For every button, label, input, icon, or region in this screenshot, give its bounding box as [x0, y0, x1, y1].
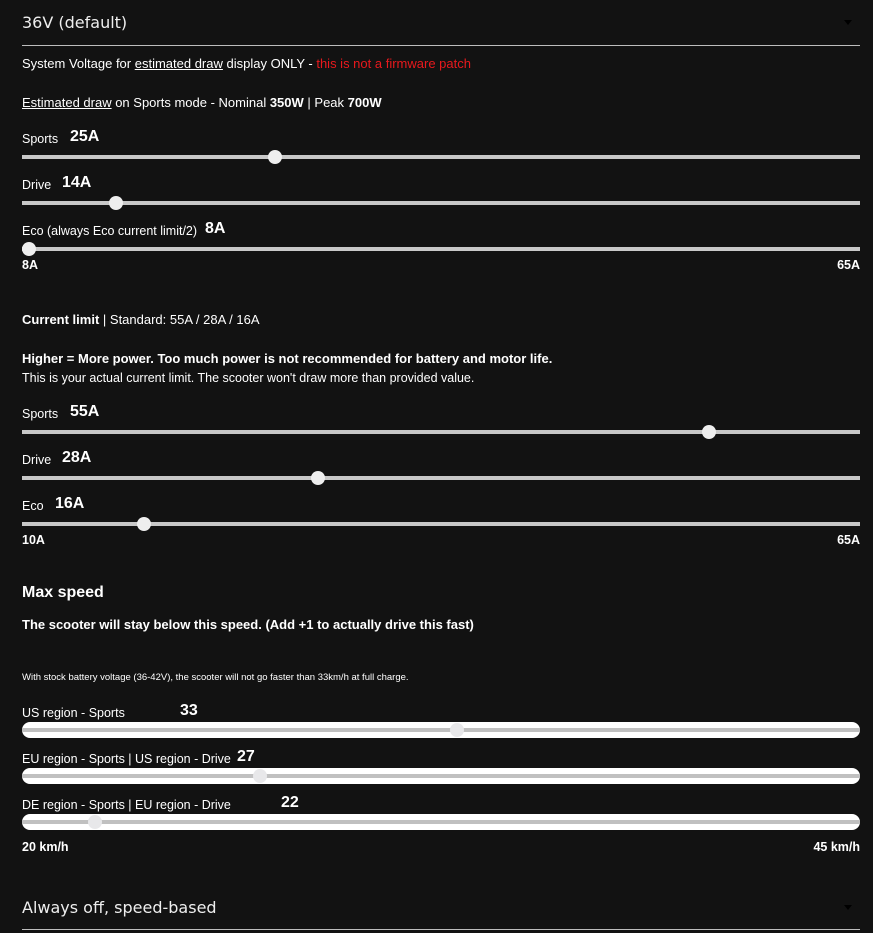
slider-value: 14A [62, 174, 92, 191]
slider-max-label: 65A [837, 533, 860, 547]
slider-thumb[interactable] [450, 723, 464, 737]
voltage-note [22, 56, 471, 71]
current-limit-title: Current limit [22, 312, 100, 327]
slider-thumb[interactable] [22, 242, 36, 256]
estimated-draw-text: on Sports mode - Nominal [111, 95, 270, 110]
estimated-draw-sep: | Peak [303, 95, 348, 110]
slider-max-label: 65A [837, 258, 860, 272]
slider-thumb[interactable] [88, 815, 102, 829]
slider-label: Eco [22, 499, 44, 513]
slider-value: 27 [237, 748, 255, 765]
mode-select-value: Always off, speed-based [22, 898, 217, 917]
slider-thumb[interactable] [311, 471, 325, 485]
slider-value: 16A [55, 495, 85, 512]
slider-value: 25A [70, 128, 100, 145]
chevron-down-icon[interactable] [844, 20, 852, 25]
slider-thumb[interactable] [253, 769, 267, 783]
current-limit-warning: Higher = More power. Too much power is not recommended for battery and motor life. [22, 351, 553, 366]
slider-track-line [22, 774, 860, 778]
estimated-draw-link[interactable]: estimated draw [134, 56, 223, 71]
slider-track[interactable] [22, 814, 860, 830]
slider-thumb[interactable] [268, 150, 282, 164]
slider-value: 28A [62, 449, 92, 466]
slider-label: Eco (always Eco current limit/2) [22, 224, 198, 238]
slider-label: Drive [22, 178, 52, 192]
peak-power: 700W [347, 95, 382, 110]
mode-select[interactable] [22, 885, 860, 930]
slider-min-label: 8A [22, 258, 38, 272]
slider-value: 55A [70, 403, 100, 420]
slider-track[interactable] [22, 768, 860, 784]
slider-value: 22 [281, 794, 299, 811]
max-speed-subtitle: The scooter will stay below this speed. (Add +1 to actually drive this fast) [22, 617, 474, 632]
slider-label: DE region - Sports | EU region - Drive [22, 798, 231, 812]
chevron-down-icon[interactable] [844, 905, 852, 910]
firmware-warning: this is not a firmware patch [316, 56, 471, 71]
slider-value: 8A [205, 220, 226, 237]
slider-track[interactable] [22, 155, 860, 159]
voltage-note-middle: display ONLY - [222, 56, 317, 71]
current-limit-heading [22, 312, 260, 327]
slider-track-line [22, 728, 860, 732]
slider-label: Sports [22, 132, 59, 146]
slider-track[interactable] [22, 722, 860, 738]
max-speed-note: With stock battery voltage (36-42V), the scooter will not go faster than 33km/h at full charge. [22, 672, 409, 683]
slider-label: Drive [22, 453, 52, 467]
voltage-select[interactable] [22, 0, 860, 46]
slider-thumb[interactable] [137, 517, 151, 531]
slider-label: Sports [22, 407, 59, 421]
slider-track[interactable] [22, 476, 860, 480]
slider-min-label: 20 km/h [22, 840, 69, 854]
slider-max-label: 45 km/h [813, 840, 860, 854]
slider-track[interactable] [22, 430, 860, 434]
voltage-note-prefix: System Voltage for [22, 56, 135, 71]
estimated-draw-link-2[interactable]: Estimated draw [22, 95, 112, 110]
current-limit-standard: | Standard: 55A / 28A / 16A [99, 312, 260, 327]
slider-min-label: 10A [22, 533, 45, 547]
slider-track[interactable] [22, 201, 860, 205]
estimated-draw-line [22, 95, 382, 110]
slider-thumb[interactable] [702, 425, 716, 439]
slider-track[interactable] [22, 522, 860, 526]
max-speed-title: Max speed [22, 584, 104, 601]
slider-value: 33 [180, 702, 198, 719]
slider-thumb[interactable] [109, 196, 123, 210]
voltage-select-value: 36V (default) [22, 13, 128, 32]
nominal-power: 350W [269, 95, 304, 110]
current-limit-note: This is your actual current limit. The scooter won't draw more than provided value. [22, 371, 475, 385]
slider-track-line [22, 820, 860, 824]
slider-track[interactable] [22, 247, 860, 251]
slider-label: US region - Sports [22, 706, 125, 720]
slider-label: EU region - Sports | US region - Drive [22, 752, 231, 766]
